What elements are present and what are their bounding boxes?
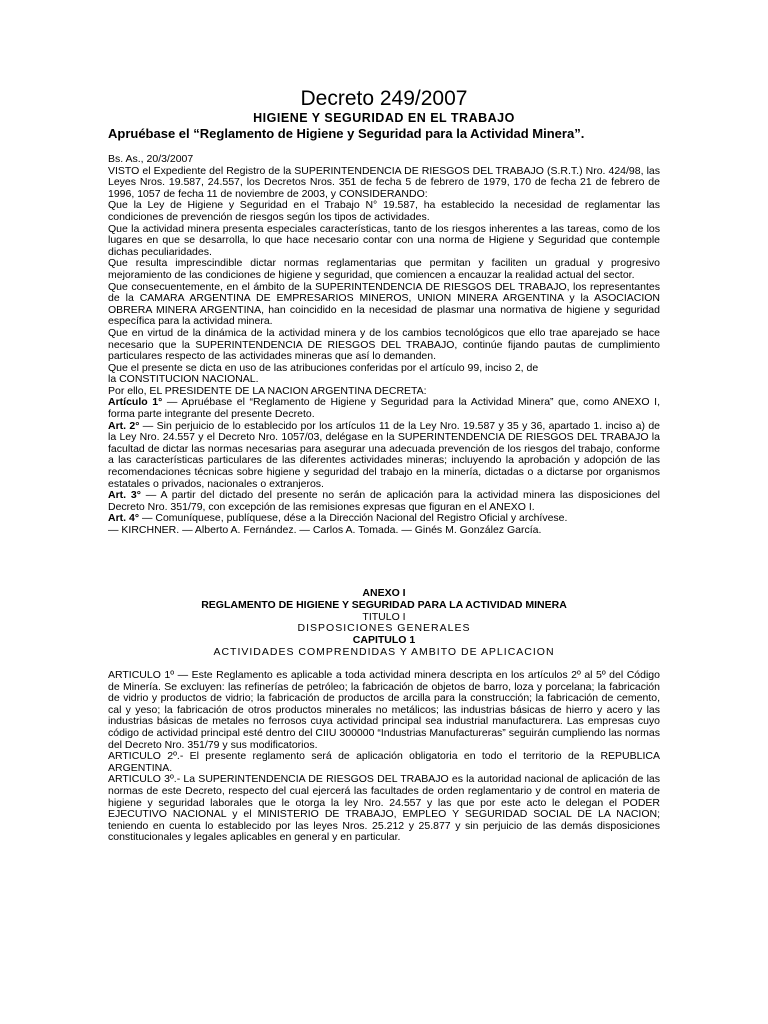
article [108,421,660,491]
article [108,490,660,513]
document-subtitle: HIGIENE Y SEGURIDAD EN EL TRABAJO [253,111,515,125]
annex-article: ARTICULO 1º — Este Reglamento es aplicable a toda actividad minera descripta en los artículos 2º al 5º del Código de Minería. Se excluyen: las refinerías de petróleo; la fabricación de objetos de barro, loza y porcelana; la fabricación de vidrio y productos de vidrio; la fabricación de productos de arcilla para la construcción; la fabricación de cemento, cal y yeso; la fabricación de otros productos minerales no metálicos; las industrias básicas de hierro y acero y las industrias básicas de metales no ferrosos cuya actividad principal sea industrial manufacturera. Las empresas cuyo código de actividad principal esté dentro del CIIU 300000 “Industrias Manufactureras” seguirán cumpliendo las normas del Decreto Nro. 351/79 y sus modificatorios. [108,669,660,751]
article-text: — Sin perjuicio de lo establecido por los artículos 11 de la Ley Nro. 19.587 y 35 y 36, apartado 1. inciso a) de la Ley Nro. 24.557 y el Decreto Nro. 1057/03, delégase en la SUPERINTENDENCIA DE RIESGOS DEL TRABAJO la facultad de dictar las normas necesarias para asegurar una adecuada prevención de los riesgos del trabajo, conforme a las características particulares de las diferentes actividades mineras; incluyendo la aprobación y adopción de las recomendaciones técnicas sobre higiene y seguridad del trabajo en la minería, dictadas o a dictarse por organismos estatales o privados, nacionales o extranjeros. [108,419,660,490]
article-label: Art. 3° [108,489,141,502]
article-text: — Apruébase el “Reglamento de Higiene y Seguridad para la Actividad Minera” que, como ANEXO I, forma parte integrante del presente Decreto. [108,396,660,421]
capitulo: CAPITULO 1 [352,634,416,647]
article-text: — A partir del dictado del presente no serán de aplicación para la actividad minera las disposiciones del Decreto Nro. 351/79, con excepción de las remisiones expresas que figuran en el ANEXO I. [108,489,660,513]
decree-body [108,154,660,537]
annex-article: ARTICULO 2º.- El presente reglamento será de aplicación obligatoria en todo el territorio de la REPUBLICA ARGENTINA. [108,750,660,774]
article-text: — Comuníquese, publíquese, dése a la Dirección Nacional del Registro Oficial y archívese. [139,512,568,525]
document-title: Decreto 249/2007 [300,87,468,110]
paragraph: VISTO el Expediente del Registro de la SUPERINTENDENCIA DE RIESGOS DEL TRABAJO (S.R.T.) Nro. 424/98, las Leyes Nros. 19.587, 24.557, los Decretos Nros. 351 de fecha 5 de febrero de 1979, 170 de fecha 21 de febrero de 1996, 1057 de fecha 11 de noviembre de 2003, y CONSIDERANDO: [108,164,660,200]
article-label: Art. 4° [108,512,140,525]
annex-body [108,670,660,844]
document-summary: Apruébase el “Reglamento de Higiene y Seguridad para la Actividad Minera”. [108,126,585,141]
capitulo-name: ACTIVIDADES COMPRENDIDAS Y AMBITO DE APLICACION [213,645,555,658]
paragraph: Que consecuentemente, en el ámbito de la SUPERINTENDENCIA DE RIESGOS DEL TRABAJO, los representantes de la CAMARA ARGENTINA DE EMPRESARIOS MINEROS, UNION MINERA ARGENTINA y la ASOCIACION OBRERA MINERA ARGENTINA, han coincidido en la necesidad de plasmar una normativa de higiene y seguridad específica para la actividad minera. [108,280,660,328]
titulo: TITULO I [362,610,406,623]
disposiciones: DISPOSICIONES GENERALES [297,622,471,635]
annex-article: ARTICULO 3º.- La SUPERINTENDENCIA DE RIESGOS DEL TRABAJO es la autoridad nacional de aplicación de las normas de este Decreto, respecto del cual ejercerá las facultades de orden reglamentario y de control en materia de higiene y seguridad laborales que le otorga la ley Nro. 24.557 y las que por este acto le delegan el PODER EJECUTIVO NACIONAL y el MINISTERIO DE TRABAJO, EMPLEO Y SEGURIDAD SOCIAL DE LA NACION; teniendo en cuenta lo establecido por las leyes Nros. 25.212 y 25.877 y sin perjuicio de las demás disposiciones constitucionales y legales aplicables en general y en particular. [108,773,660,844]
paragraph: Que en virtud de la dinámica de la actividad minera y de los cambios tecnológicos que ello trae aparejado se hace necesario que la SUPERINTENDENCIA DE RIESGOS DEL TRABAJO, continúe fijando pautas de cumplimiento particulares respecto de las actividades mineras que así lo demanden. [108,326,660,363]
article [108,397,660,420]
paragraph: Que la actividad minera presenta especiales características, tanto de los riesgos inherentes a las tareas, como de los lugares en que se desarrolla, lo que hace necesario contar con una norma de Higiene y Seguridad que contemple dichas peculiaridades. [108,222,660,258]
article-label: Artículo 1° [108,396,163,409]
paragraph: Que la Ley de Higiene y Seguridad en el Trabajo N° 19.587, ha establecido la necesidad de reglamentar las condiciones de prevención de riesgos según los tipos de actividades. [108,199,660,223]
paragraph: Que el presente se dicta en uso de las atribuciones conferidas por el artículo 99, inciso 2, de [108,361,539,374]
place-date: Bs. As., 20/3/2007 [108,153,194,165]
paragraph: Por ello, EL PRESIDENTE DE LA NACION ARGENTINA DECRETA: [108,384,427,397]
paragraph: la CONSTITUCION NACIONAL. [108,373,259,386]
annex-header [108,588,660,659]
annex-label: ANEXO I [362,587,406,599]
article-label: Art. 2° [108,419,140,432]
signatures: — KIRCHNER. — Alberto A. Fernández. — Carlos A. Tomada. — Ginés M. González García. [108,524,542,536]
paragraph: Que resulta imprescindible dictar normas reglamentarias que permitan y faciliten un gradual y progresivo mejoramiento de las condiciones de higiene y seguridad, que comiencen a encauzar la realidad actual del sector. [108,257,660,281]
annex-title: REGLAMENTO DE HIGIENE Y SEGURIDAD PARA LA ACTIVIDAD MINERA [201,598,567,611]
